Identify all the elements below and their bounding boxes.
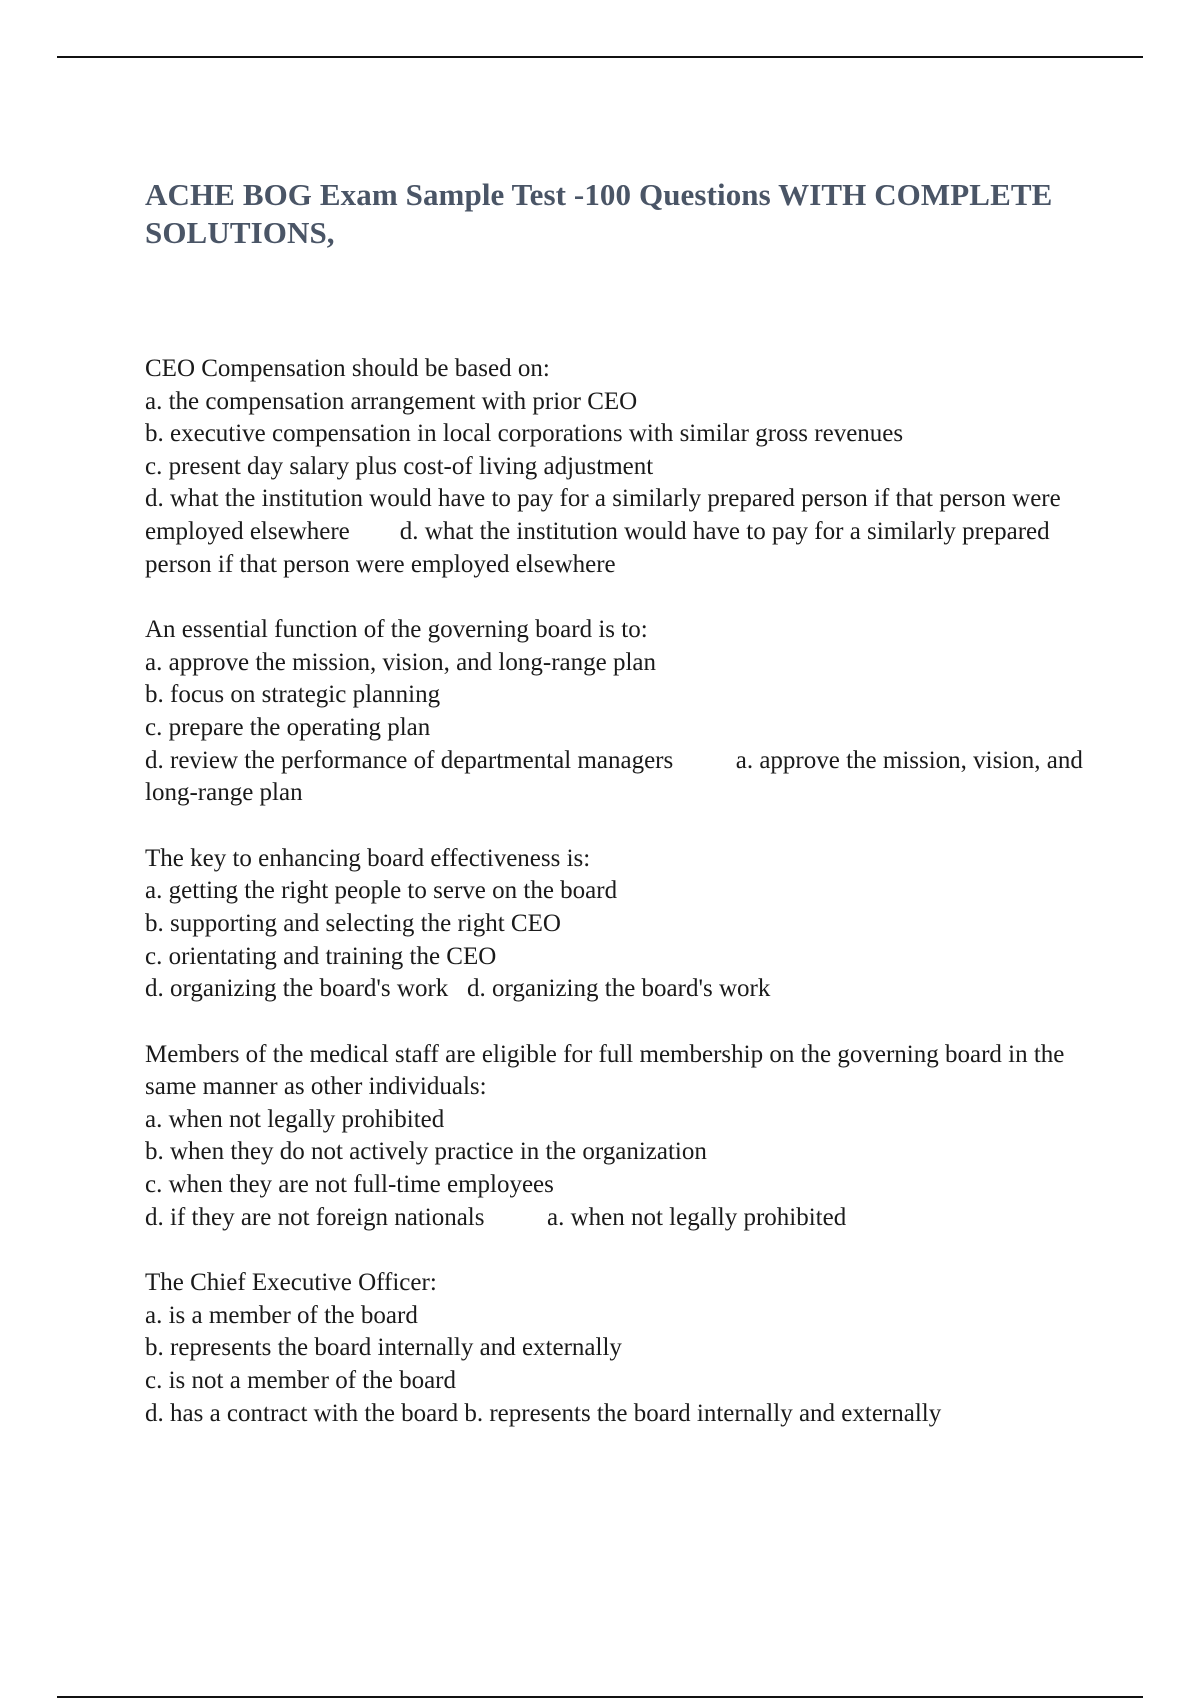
answer: b. represents the board internally and externally	[464, 1399, 942, 1427]
option-d-with-answer	[145, 483, 1105, 581]
question-5	[145, 1267, 1105, 1430]
document-title: ACHE BOG Exam Sample Test -100 Questions WITH COMPLETE SOLUTIONS,	[145, 177, 1053, 250]
option-d-with-answer	[145, 745, 1105, 810]
option-a: a. the compensation arrangement with prior CEO	[145, 387, 638, 415]
question-stem: The Chief Executive Officer:	[145, 1269, 437, 1297]
option-b: b. executive compensation in local corporations with similar gross revenues	[145, 420, 904, 448]
option-d: d. what the institution would have to pay for a similarly prepared person if that person were employed elsewhere	[145, 485, 1061, 545]
top-rule	[57, 56, 1143, 58]
option-d-with-answer	[145, 1202, 1105, 1235]
question-list	[145, 353, 1105, 1463]
question-stem: Members of the medical staff are eligible for full membership on the governing board in the same manner as other individuals:	[145, 1040, 1065, 1101]
option-a: a. when not legally prohibited	[145, 1105, 445, 1133]
question-2	[145, 614, 1105, 810]
option-d: d. has a contract with the board	[145, 1399, 459, 1427]
answer: a. approve the mission, vision, and long-range plan	[145, 746, 1083, 807]
option-c: c. is not a member of the board	[145, 1367, 457, 1395]
option-a: a. is a member of the board	[145, 1301, 418, 1329]
option-b: b. supporting and selecting the right CEO	[145, 909, 561, 937]
option-b: b. focus on strategic planning	[145, 681, 441, 709]
question-stem: CEO Compensation should be based on:	[145, 355, 550, 382]
answer: d. what the institution would have to pay for a similarly prepared person if that person were employed elsewhere	[145, 517, 1050, 578]
question-stem: The key to enhancing board effectiveness is:	[145, 844, 591, 872]
option-c: c. when they are not full-time employees	[145, 1171, 554, 1199]
answer: a. when not legally prohibited	[546, 1203, 847, 1231]
option-c: c. present day salary plus cost-of living adjustment	[145, 452, 654, 480]
question-stem: An essential function of the governing board is to:	[145, 616, 648, 644]
bottom-rule	[57, 1696, 1143, 1698]
question-3	[145, 843, 1105, 1006]
question-4	[145, 1039, 1105, 1235]
option-c: c. prepare the operating plan	[145, 713, 431, 741]
option-d: d. if they are not foreign nationals	[145, 1203, 485, 1231]
option-d-with-answer	[145, 1398, 1105, 1431]
option-b: b. when they do not actively practice in the organization	[145, 1138, 707, 1166]
option-b: b. represents the board internally and externally	[145, 1334, 622, 1362]
option-a: a. approve the mission, vision, and long-range plan	[145, 648, 656, 676]
option-d-with-answer	[145, 973, 1105, 1006]
option-d: d. organizing the board's work	[145, 975, 449, 1003]
option-c: c. orientating and training the CEO	[145, 942, 497, 970]
question-1	[145, 353, 1105, 581]
option-d: d. review the performance of departmental managers	[145, 746, 674, 774]
option-a: a. getting the right people to serve on the board	[145, 877, 618, 905]
answer: d. organizing the board's work	[467, 975, 771, 1003]
